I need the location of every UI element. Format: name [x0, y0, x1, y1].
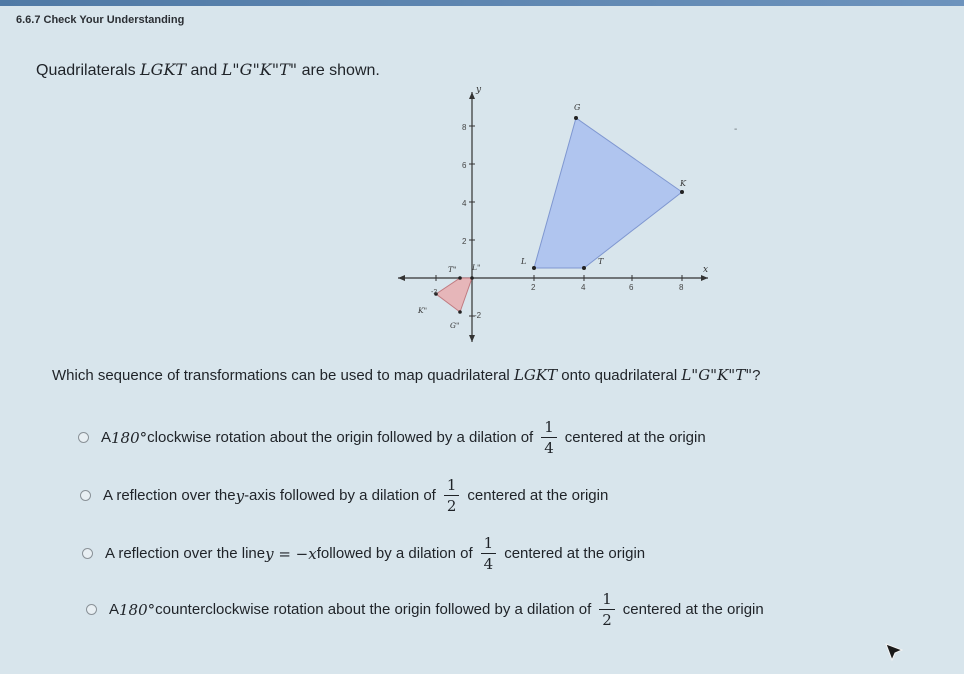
fraction-numerator: 1 — [481, 534, 497, 554]
x-axis-arrow-left — [398, 275, 405, 281]
answer-option-2[interactable] — [80, 476, 608, 515]
point-t — [582, 266, 586, 270]
question-text-post: ? — [752, 367, 761, 384]
option-math: y = −x — [265, 544, 317, 563]
problem-prompt — [36, 60, 380, 80]
label-g: G — [574, 103, 581, 112]
option-math: 180° — [111, 428, 148, 447]
option-text-post: centered at the origin — [504, 545, 646, 562]
answer-option-3[interactable] — [82, 534, 645, 573]
prompt-text-pre: Quadrilaterals — [36, 62, 141, 79]
prompt-shape-original: LGKT — [140, 60, 187, 79]
y-tick-label-4: 4 — [462, 199, 467, 208]
prompt-text-post: are shown. — [297, 62, 380, 79]
x-tick-label-6: 6 — [629, 283, 634, 292]
top-accent-bar — [0, 0, 964, 6]
radio-button[interactable] — [82, 548, 93, 559]
option-math: y — [235, 486, 245, 505]
stray-mark: - — [734, 124, 738, 135]
point-l — [532, 266, 536, 270]
option-text-pre: A reflection over the line — [105, 545, 266, 562]
option-math: 180° — [119, 600, 156, 619]
y-tick-label-8: 8 — [462, 123, 467, 132]
fraction — [444, 476, 460, 515]
y-axis-arrow-up — [469, 92, 475, 99]
option-text-pre: A — [101, 429, 112, 446]
question-shape-original: LGKT — [513, 366, 558, 384]
question-shape-image: L"G"K"T" — [681, 366, 753, 384]
option-text-post: centered at the origin — [467, 487, 609, 504]
mouse-cursor-icon — [884, 642, 906, 664]
option-text: -axis followed by a dilation of — [244, 487, 436, 504]
y-tick-label-6: 6 — [462, 161, 467, 170]
fraction-numerator: 1 — [444, 476, 460, 496]
option-text: followed by a dilation of — [316, 545, 473, 562]
fraction-numerator: 1 — [541, 418, 557, 438]
y-axis-label: y — [476, 85, 482, 95]
label-g-double-prime: G" — [450, 321, 460, 330]
point-g — [574, 116, 578, 120]
label-l: L — [521, 257, 527, 266]
label-t-double-prime: T" — [448, 265, 457, 274]
option-text-post: centered at the origin — [564, 429, 706, 446]
fraction — [481, 534, 497, 573]
prompt-shape-image: L"G"K"T" — [221, 60, 298, 79]
x-axis-arrow-right — [701, 275, 708, 281]
prompt-text-mid: and — [186, 62, 222, 79]
label-t: T — [598, 257, 604, 266]
option-text-pre: A — [109, 601, 120, 618]
y-tick-label-2: 2 — [462, 237, 467, 246]
x-tick-label-2: 2 — [531, 283, 536, 292]
question-text-pre: Which sequence of transformations can be used to map quadrilateral — [52, 367, 514, 384]
x-tick-label-4: 4 — [581, 283, 586, 292]
answer-option-4[interactable] — [86, 590, 764, 629]
fraction-denominator: 4 — [483, 555, 494, 573]
section-title: 6.6.7 Check Your Understanding — [16, 14, 185, 26]
coordinate-graph — [388, 80, 728, 348]
label-l-double-prime: L" — [472, 263, 481, 272]
option-text: clockwise rotation about the origin followed by a dilation of — [147, 429, 534, 446]
point-l-double-prime — [470, 276, 474, 280]
radio-button[interactable] — [86, 604, 97, 615]
point-t-double-prime — [458, 276, 462, 280]
fraction-denominator: 4 — [544, 439, 554, 457]
answer-option-1[interactable] — [78, 418, 706, 457]
quadrilateral-lgkt — [534, 118, 682, 268]
point-k — [680, 190, 684, 194]
fraction-numerator: 1 — [599, 590, 615, 610]
question-text — [52, 366, 760, 384]
x-tick-label-neg-2: -2 — [431, 289, 438, 296]
x-tick-label-8: 8 — [679, 283, 684, 292]
y-axis-arrow-down — [469, 335, 475, 342]
label-k-double-prime: K" — [418, 306, 428, 315]
label-k: K — [680, 179, 686, 188]
x-axis-label: x — [703, 265, 709, 275]
fraction — [541, 418, 557, 457]
fraction-denominator: 2 — [446, 497, 457, 515]
fraction — [599, 590, 615, 629]
radio-button[interactable] — [78, 432, 89, 443]
option-text-post: centered at the origin — [622, 601, 764, 618]
radio-button[interactable] — [80, 490, 91, 501]
fraction-denominator: 2 — [602, 611, 612, 629]
point-g-double-prime — [458, 310, 462, 314]
option-text-pre: A reflection over the — [103, 487, 236, 504]
option-text: counterclockwise rotation about the origin followed by a dilation of — [155, 601, 592, 618]
quadrilateral-image — [436, 278, 472, 312]
question-text-mid: onto quadrilateral — [557, 367, 682, 384]
y-tick-label-neg-2: -2 — [474, 311, 482, 320]
